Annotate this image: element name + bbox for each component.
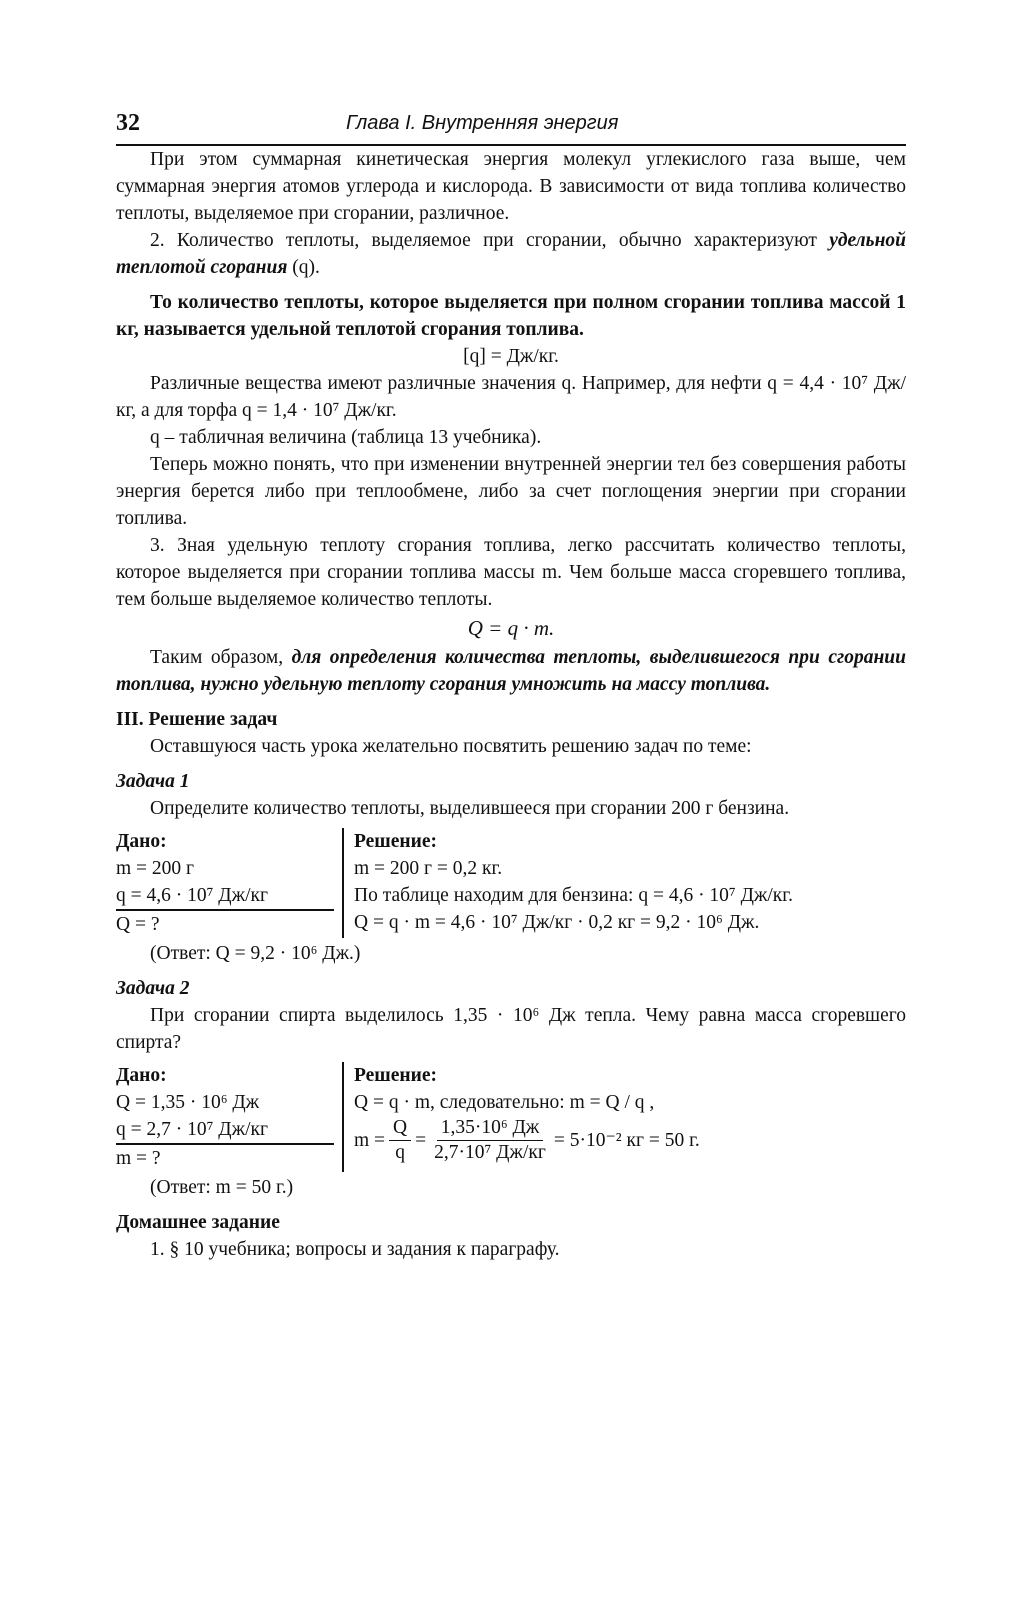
- page-content: [116, 146, 906, 1263]
- solution-label: Решение:: [354, 831, 438, 852]
- fraction-result: = 5·10⁻² кг = 50 г.: [553, 1130, 700, 1151]
- solution-line: Q = q · m, следовательно: m = Q / q ,: [354, 1092, 655, 1113]
- paragraph-1: При этом суммарная кинетическая энергия молекул углекислого газа выше, чем суммарная энергия атомов углерода и кислорода. В зависимости от вида топлива количество теплоты, выделяемое при сгорании, различное.: [116, 149, 906, 224]
- given-value: Q = 1,35 · 10⁶ Дж: [116, 1092, 260, 1113]
- fraction-denominator: 2,7·10⁷ Дж/кг: [434, 1142, 546, 1163]
- page-header: [116, 110, 906, 146]
- fraction-numerator: 1,35·10⁶ Дж: [437, 1116, 544, 1141]
- paragraph-3: Различные вещества имеют различные значения q. Например, для нефти q = 4,4 · 10⁷ Дж/кг, а для торфа q = 1,4 · 10⁷ Дж/кг.: [116, 373, 906, 421]
- given-label: Дано:: [116, 831, 167, 852]
- task-2-solution-block: [116, 1062, 906, 1172]
- fraction: [389, 1116, 411, 1165]
- solution-line: m = 200 г = 0,2 кг.: [354, 858, 503, 879]
- given-value: m = 200 г: [116, 858, 195, 879]
- term-specific-heat: удельной теплотой сгорания: [116, 230, 906, 278]
- fraction-lhs: m =: [354, 1130, 386, 1151]
- task-1-solution-block: [116, 828, 906, 938]
- fraction-line: [354, 1116, 906, 1165]
- paragraph-2-text: 2. Количество теплоты, выделяемое при сгорании, обычно характеризуют: [150, 230, 830, 251]
- paragraph-5: Теперь можно понять, что при изменении внутренней энергии тел без совершения работы энергия берется либо при теплообмене, либо за счет поглощения энергии при сгорании топлива.: [116, 454, 906, 529]
- paragraph-6: 3. Зная удельную теплоту сгорания топлива, легко рассчитать количество теплоты, которое выделяется при сгорании топлива массы m. Чем больше масса сгоревшего топлива, тем больше выделяемое количество теплоты.: [116, 535, 906, 610]
- heat-formula: Q = q · m.: [467, 616, 555, 640]
- task-2-solution: [344, 1062, 906, 1172]
- given-value: q = 4,6 · 10⁷ Дж/кг: [116, 882, 334, 911]
- find-value: Q = ?: [116, 914, 160, 935]
- task-2-title: Задача 2: [116, 978, 190, 999]
- equals-sign: =: [415, 1130, 427, 1151]
- given-value: q = 2,7 · 10⁷ Дж/кг: [116, 1116, 334, 1145]
- paragraph-7-text: Таким образом,: [150, 647, 292, 668]
- task-1-text: Определите количество теплоты, выделившееся при сгорании 200 г бензина.: [150, 798, 790, 819]
- fraction-denominator: q: [395, 1142, 405, 1163]
- paragraph-7-rule: для определения количества теплоты, выделившегося при сгорании топлива, нужно удельную теплоту сгорания умножить на массу топлива.: [116, 647, 906, 695]
- fraction: [430, 1116, 550, 1165]
- page-number: 32: [116, 110, 140, 136]
- chapter-title: Глава I. Внутренняя энергия: [346, 112, 619, 134]
- solution-line: Q = q · m = 4,6 · 10⁷ Дж/кг · 0,2 кг = 9,2 · 10⁶ Дж.: [354, 912, 760, 933]
- section-intro: Оставшуюся часть урока желательно посвятить решению задач по теме:: [150, 736, 752, 757]
- paragraph-7: [116, 644, 906, 698]
- solution-line: По таблице находим для бензина: q = 4,6 · 10⁷ Дж/кг.: [354, 885, 793, 906]
- find-value: m = ?: [116, 1148, 161, 1169]
- section-title: III. Решение задач: [116, 709, 278, 730]
- paragraph-2: [116, 227, 906, 281]
- solution-label: Решение:: [354, 1065, 438, 1086]
- paragraph-2-symbol: (q).: [287, 257, 320, 278]
- task-1-solution: [344, 828, 906, 938]
- fraction-numerator: Q: [389, 1116, 411, 1141]
- task-2-text: При сгорании спирта выделилось 1,35 · 10⁶ Дж тепла. Чему равна масса сгоревшего спирта?: [116, 1005, 906, 1053]
- definition: То количество теплоты, которое выделяется при полном сгорании топлива массой 1 кг, называется удельной теплотой сгорания топлива.: [116, 292, 906, 340]
- homework-item: 1. § 10 учебника; вопросы и задания к параграфу.: [150, 1239, 560, 1260]
- unit-formula: [q] = Дж/кг.: [463, 346, 559, 367]
- task-1-title: Задача 1: [116, 771, 190, 792]
- task-2-given: [116, 1062, 344, 1172]
- task-1-answer: (Ответ: Q = 9,2 · 10⁶ Дж.): [150, 943, 361, 964]
- homework-title: Домашнее задание: [116, 1212, 280, 1233]
- task-2-answer: (Ответ: m = 50 г.): [150, 1177, 294, 1198]
- task-1-given: [116, 828, 344, 938]
- given-label: Дано:: [116, 1065, 167, 1086]
- paragraph-4: q – табличная величина (таблица 13 учебника).: [150, 427, 542, 448]
